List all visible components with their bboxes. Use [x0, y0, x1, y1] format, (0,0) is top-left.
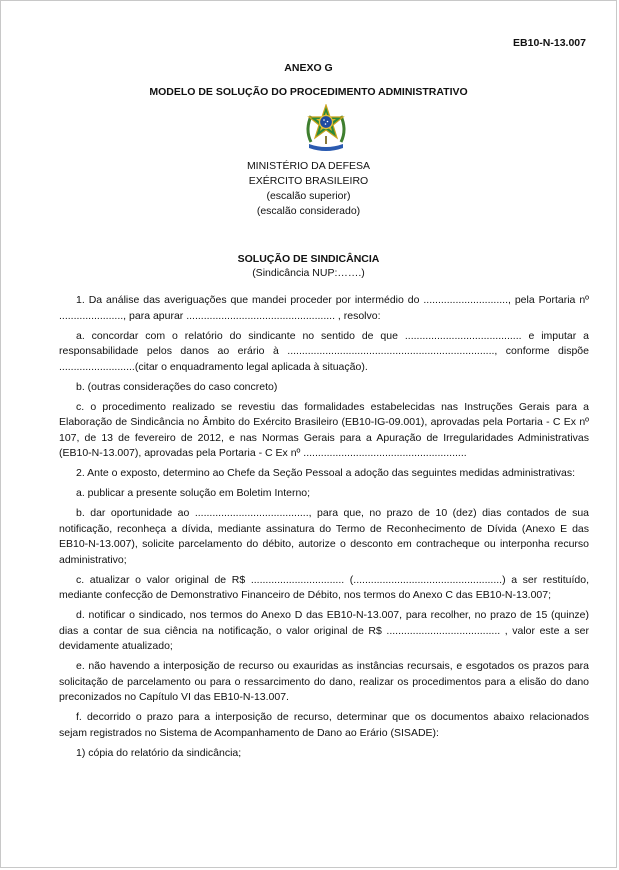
paragraph-1: 1. Da análise das averiguações que mandei proceder por intermédio do ............................., pela Portaria nº ......................, para apurar ................................................... , resolvo: — [59, 294, 589, 322]
ministry-name: MINISTÉRIO DA DEFESA — [246, 160, 371, 172]
paragraph-1a: a. concordar com o relatório do sindicante no sentido de que ........................................ e imputar a responsabilidade pelos danos ao erário à ......................................................................., conforme dispõe ..........................(citar o enquadramento legal aplicada à situação). — [59, 329, 589, 373]
paragraph-1c: c. o procedimento realizado se revestiu das formalidades estabelecidas nas Instruções Gerais para a Elaboração de Sindicância no Âmbito do Exército Brasileiro (EB10-IG-09.001), aprovadas pela Portaria - C Ex nº 107, de 13 de fevereiro de 2012, e nas Normas Gerais para a Apuração de Irregularidades Administrativas (EB10-N-13.007), aprovadas pela Portaria - C Ex nº ........................................................ — [59, 400, 589, 459]
upper-echelon: (escalão superior) — [266, 190, 351, 202]
paragraph-2b: b. dar oportunidade ao ......................................., para que, no prazo de 10 (dez) dias contados de sua notificação, reconheça a dívida, mediante assinatura do Termo de Reconhecimento de Dívida (Anexo E das EB10-N-13.007), solicite parcelamento do débito, autorize o desconto em contracheque ou interponha recurso administrativo; — [59, 507, 589, 566]
paragraph-2c: c. atualizar o valor original de R$ ................................ (...................................................) a ser restituído, mediante confecção de Demonstrativo Financeiro de Débito, nos termos do Anexo C das EB10-N-13.007; — [59, 573, 589, 601]
paragraph-2: 2. Ante o exposto, determino ao Chefe da Seção Pessoal a adoção das seguintes medidas administrativas: — [76, 467, 576, 479]
solution-title: SOLUÇÃO DE SINDICÂNCIA — [237, 253, 380, 265]
paragraph-2f: f. decorrido o prazo para a interposição de recurso, determinar que os documentos abaixo relacionados sejam registrados no Sistema de Acompanhamento de Dano ao Erário (SISADE): — [59, 711, 589, 739]
paragraph-2a: a. publicar a presente solução em Boletim Interno; — [76, 487, 311, 499]
army-name: EXÉRCITO BRASILEIRO — [248, 175, 369, 187]
solution-heading — [1, 252, 616, 280]
brazil-coat-of-arms-icon — [303, 104, 349, 152]
solution-subtitle: (Sindicância NUP:…….) — [252, 267, 365, 279]
organization-block — [1, 159, 616, 219]
paragraph-1b: b. (outras considerações do caso concreto) — [76, 380, 278, 393]
paragraph-2e: e. não havendo a interposição de recurso ou exauridas as instâncias recursais, e esgotados os prazos para solicitação de parcelamento ou para o ressarcimento do dano, realizar os procedimentos para a elisão do dano preconizados no Capítulo VI das EB10-N-13.007. — [59, 660, 589, 703]
model-title: MODELO DE SOLUÇÃO DO PROCEDIMENTO ADMINISTRATIVO — [149, 86, 468, 98]
paragraph-2f-1: 1) cópia do relatório da sindicância; — [76, 746, 242, 759]
echelon: (escalão considerado) — [256, 205, 361, 217]
document-code: EB10-N-13.007 — [513, 37, 586, 49]
paragraph-2d: d. notificar o sindicado, nos termos do Anexo D das EB10-N-13.007, para recolher, no prazo de 15 (quinze) dias a contar de sua ciência na notificação, o valor original de R$ ....................................... , valor este a ser devidamente atualizado; — [59, 609, 589, 652]
annex-title: ANEXO G — [284, 62, 333, 74]
document-body — [59, 293, 589, 766]
